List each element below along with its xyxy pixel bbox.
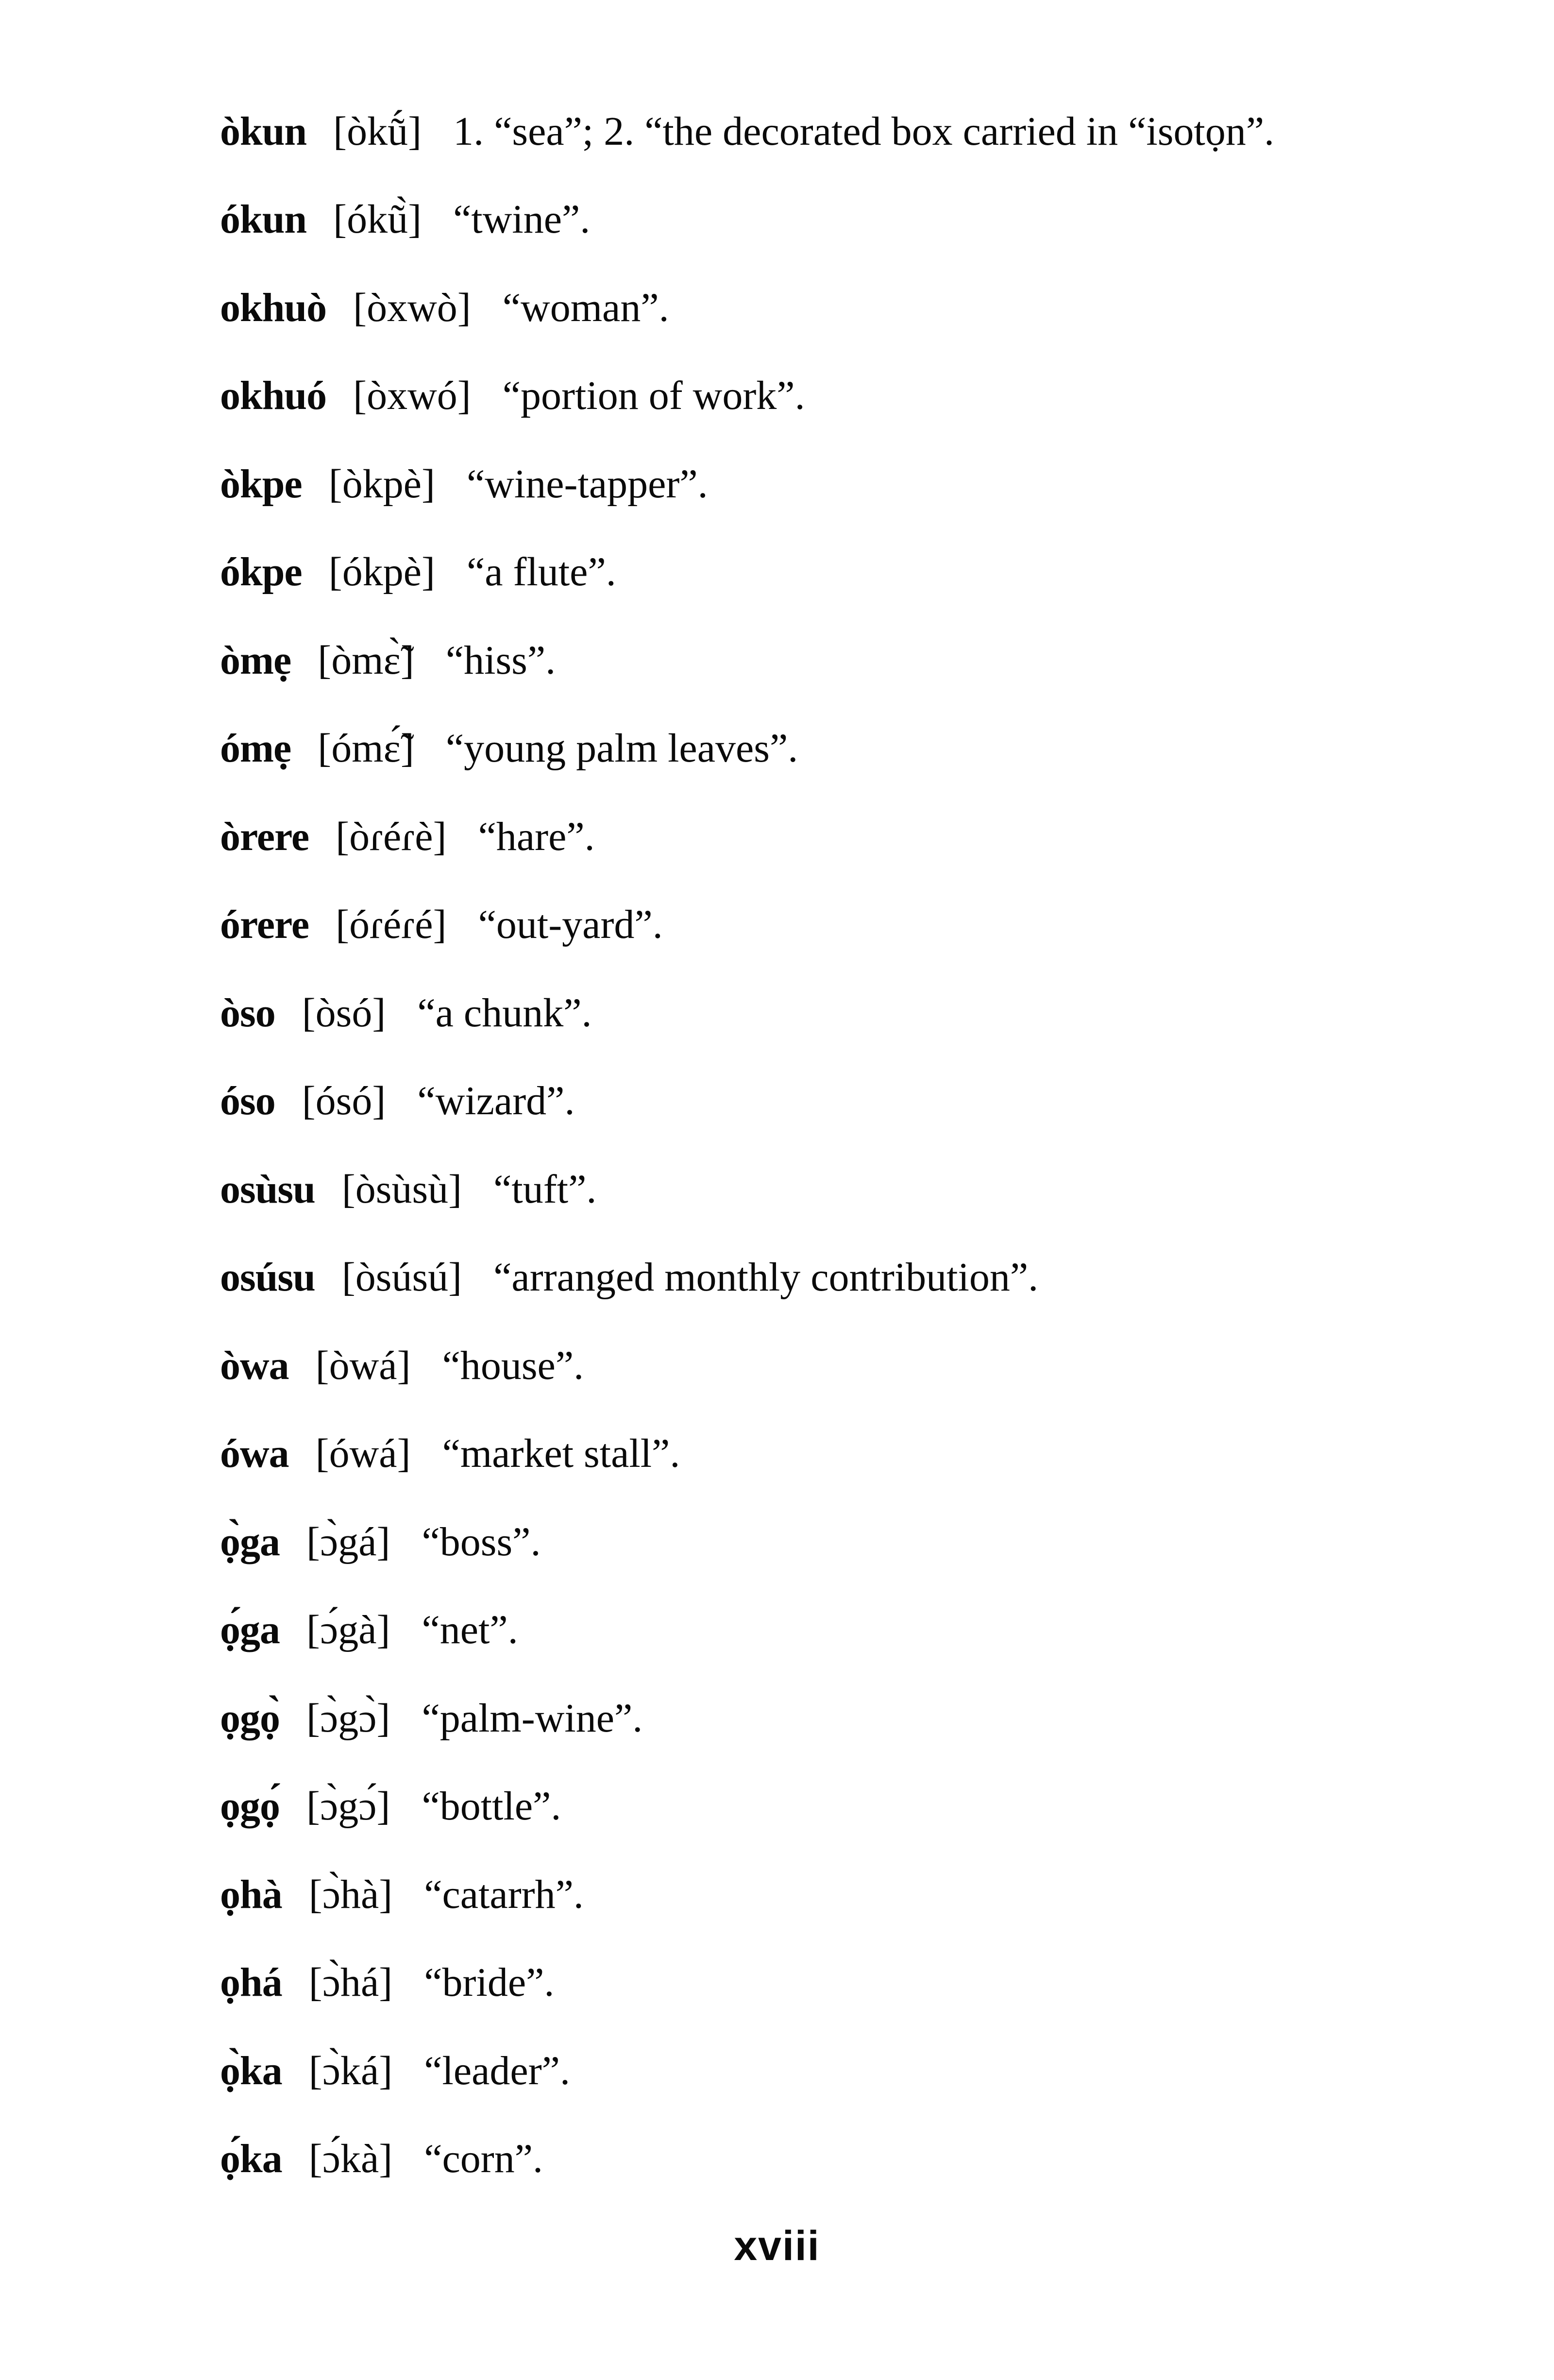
phonetic-transcription: [òxwò] — [353, 285, 471, 330]
entry-row — [220, 1498, 1434, 1586]
phonetic-transcription: [ɔ̀há] — [308, 1960, 393, 2006]
entry-row — [220, 2115, 1434, 2204]
headword: ọgọ́ — [220, 1784, 280, 1829]
gloss: “palm-wine”. — [422, 1695, 643, 1741]
gloss: “leader”. — [424, 2048, 570, 2093]
phonetic-transcription: [òmɛ̃̀] — [318, 637, 414, 683]
gloss: “wizard”. — [417, 1078, 575, 1124]
page-number: xviii — [734, 2223, 820, 2269]
phonetic-transcription: [òsùsù] — [341, 1166, 462, 1212]
phonetic-transcription: [ɔ̀hà] — [308, 1871, 393, 1917]
entry-row — [220, 1410, 1434, 1498]
headword: òso — [220, 990, 275, 1036]
phonetic-transcription: [òsúsú] — [341, 1255, 462, 1300]
headword: ọhá — [220, 1960, 282, 2006]
entry-row — [220, 87, 1434, 176]
headword: òrere — [220, 814, 309, 859]
gloss: “hiss”. — [445, 637, 556, 683]
gloss: “a chunk”. — [417, 990, 592, 1036]
entry-row — [220, 1234, 1434, 1322]
entry-row — [220, 881, 1434, 969]
phonetic-transcription: [òɾéɾè] — [336, 814, 447, 859]
headword: òwa — [220, 1343, 289, 1388]
entry-list — [220, 87, 1434, 2203]
phonetic-transcription: [òxwó] — [353, 373, 471, 419]
gloss: “a flute”. — [466, 549, 616, 595]
phonetic-transcription: [ómɛ̃́] — [318, 726, 414, 771]
headword: ọ́ka — [220, 2136, 282, 2182]
gloss: “bottle”. — [422, 1784, 561, 1829]
gloss: “net”. — [422, 1607, 518, 1653]
entry-row — [220, 1586, 1434, 1675]
gloss: “arranged monthly contribution”. — [493, 1255, 1039, 1300]
headword: òkpe — [220, 461, 302, 507]
phonetic-transcription: [ósó] — [302, 1078, 386, 1124]
phonetic-transcription: [òkpè] — [328, 461, 435, 507]
headword: ówa — [220, 1431, 289, 1477]
headword: ókun — [220, 197, 307, 242]
entry-row — [220, 793, 1434, 881]
headword: ọ̀ka — [220, 2048, 282, 2093]
phonetic-transcription: [ówá] — [315, 1431, 411, 1477]
gloss: “portion of work”. — [502, 373, 805, 419]
entry-row — [220, 176, 1434, 264]
headword: okhuó — [220, 373, 327, 419]
entry-row — [220, 440, 1434, 528]
gloss: “woman”. — [502, 285, 669, 330]
gloss: “tuft”. — [493, 1166, 597, 1212]
headword: órere — [220, 902, 309, 948]
headword: ọhà — [220, 1871, 282, 1917]
phonetic-transcription: [ɔ́kà] — [308, 2136, 393, 2182]
phonetic-transcription: [óɾéɾé] — [336, 902, 447, 948]
gloss: “catarrh”. — [424, 1871, 584, 1917]
phonetic-transcription: [òkṹ] — [333, 108, 422, 154]
phonetic-transcription: [ɔ̀ká] — [308, 2048, 393, 2093]
gloss: “out-yard”. — [478, 902, 663, 948]
gloss: “boss”. — [422, 1519, 541, 1564]
headword: okhuò — [220, 285, 327, 330]
headword: óso — [220, 1078, 275, 1124]
gloss: “corn”. — [424, 2136, 543, 2182]
phonetic-transcription: [ɔ̀gɔ́] — [306, 1784, 390, 1829]
headword: ọ́ga — [220, 1607, 280, 1653]
headword: ókpe — [220, 549, 302, 595]
entry-row — [220, 1763, 1434, 1851]
entry-row — [220, 528, 1434, 617]
phonetic-transcription: [ɔ̀gɔ̀] — [306, 1695, 390, 1741]
headword: ọ̀ga — [220, 1519, 280, 1564]
entry-row — [220, 1674, 1434, 1763]
gloss: “young palm leaves”. — [445, 726, 798, 771]
entry-row — [220, 616, 1434, 705]
headword: osùsu — [220, 1166, 315, 1212]
phonetic-transcription: [òwá] — [315, 1343, 411, 1388]
headword: osúsu — [220, 1255, 315, 1300]
gloss: “house”. — [442, 1343, 584, 1388]
entry-row — [220, 705, 1434, 793]
entry-row — [220, 264, 1434, 352]
entry-row — [220, 1939, 1434, 2027]
entry-row — [220, 352, 1434, 441]
gloss: “bride”. — [424, 1960, 555, 2006]
gloss: “market stall”. — [442, 1431, 680, 1477]
entry-row — [220, 1145, 1434, 1234]
phonetic-transcription: [òsó] — [302, 990, 386, 1036]
gloss: “hare”. — [478, 814, 595, 859]
headword: òkun — [220, 108, 307, 154]
phonetic-transcription: [ɔ̀gá] — [306, 1519, 390, 1564]
phonetic-transcription: [ókũ̀] — [333, 197, 422, 242]
entry-row — [220, 1322, 1434, 1410]
entry-row — [220, 1851, 1434, 1939]
entry-row — [220, 2027, 1434, 2115]
phonetic-transcription: [ókpè] — [328, 549, 435, 595]
gloss: 1. “sea”; 2. “the decorated box carried in “isotọn”. — [453, 108, 1275, 154]
gloss: “twine”. — [453, 197, 591, 242]
entry-row — [220, 1057, 1434, 1146]
headword: ọgọ̀ — [220, 1695, 280, 1741]
gloss: “wine-tapper”. — [466, 461, 708, 507]
headword: ómẹ — [220, 726, 291, 771]
headword: òmẹ — [220, 637, 291, 683]
phonetic-transcription: [ɔ́gà] — [306, 1607, 390, 1653]
entry-row — [220, 969, 1434, 1057]
